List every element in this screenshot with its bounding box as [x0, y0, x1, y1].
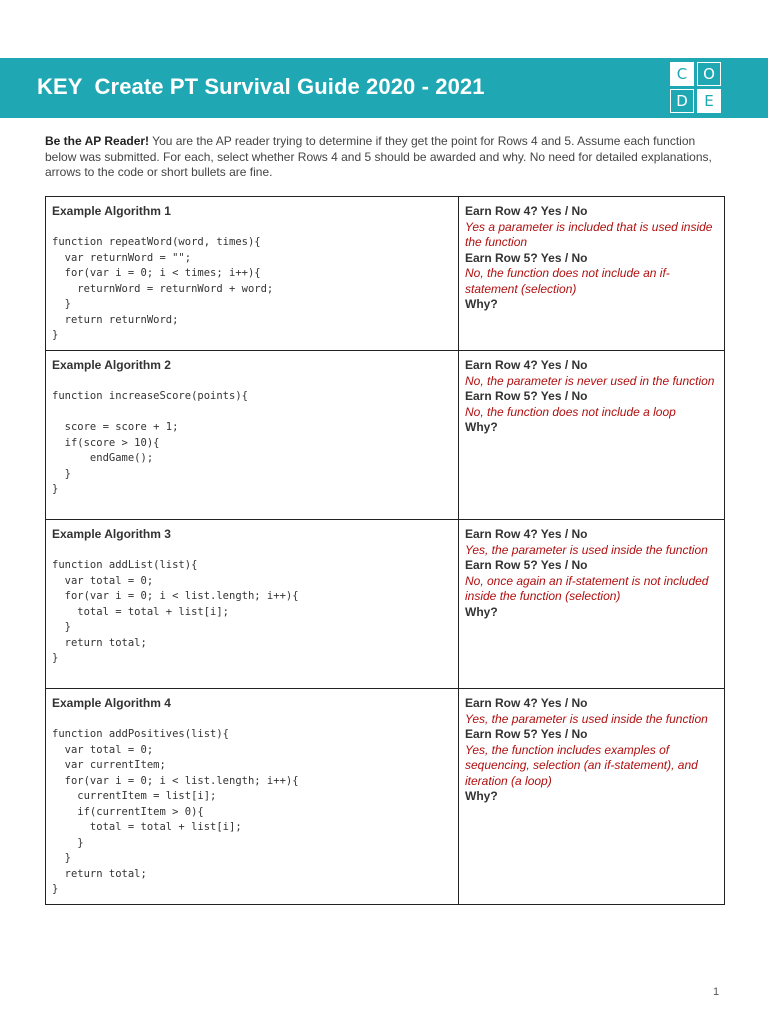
row4-answer: Yes, the parameter is used inside the function [465, 542, 708, 557]
answer-cell [459, 520, 725, 689]
why-label: Why? [465, 604, 498, 619]
row5-answer: No, the function does not include an if-statement (selection) [465, 266, 670, 296]
why-label: Why? [465, 420, 498, 434]
algorithm-code: function addPositives(list){ var total = 0; var currentItem; for(var i = 0; i < list.length; i++){ currentItem = list[i]; if(currentItem > 0){ total = total + list[i]; } } return total; } [52, 728, 299, 895]
document-title: KEY Create PT Survival Guide 2020 - 2021 [37, 74, 485, 99]
why-label: Why? [465, 789, 498, 803]
logo-letter-d: D [670, 89, 694, 113]
algorithm-title: Example Algorithm 4 [52, 696, 171, 710]
intro-text: You are the AP reader trying to determine if they get the point for Rows 4 and 5. Assume each function below was submitted. For each, select whether Rows 4 and 5 should be awarded and why. No need for detailed explanations, arrows to the code or short bullets are fine. [45, 134, 712, 179]
answer-cell [459, 351, 725, 520]
row5-question: Earn Row 5? Yes / No [465, 558, 588, 572]
row5-question: Earn Row 5? Yes / No [465, 250, 588, 265]
algorithm-code: function addList(list){ var total = 0; for(var i = 0; i < list.length; i++){ total = total + list[i]; } return total; } [52, 559, 299, 664]
algorithm-title: Example Algorithm 2 [52, 358, 171, 372]
algorithm-title: Example Algorithm 1 [52, 204, 171, 218]
row4-answer: Yes a parameter is included that is used inside the function [465, 219, 713, 249]
code-org-logo [670, 62, 722, 114]
row5-question: Earn Row 5? Yes / No [465, 727, 588, 741]
row5-answer: Yes, the function includes examples of sequencing, selection (an if-statement), and iteration (a loop) [465, 742, 698, 788]
row5-answer: No, once again an if-statement is not included inside the function (selection) [465, 573, 709, 603]
logo-letter-e: E [697, 89, 721, 113]
algorithm-cell [46, 520, 459, 689]
algorithm-cell [46, 689, 459, 905]
logo-letter-o: O [697, 62, 721, 86]
row5-answer: No, the function does not include a loop [465, 404, 676, 419]
algorithm-cell [46, 197, 459, 351]
table-row [46, 520, 725, 689]
intro-paragraph [45, 134, 725, 181]
table-row [46, 197, 725, 351]
row4-answer: Yes, the parameter is used inside the function [465, 711, 708, 726]
logo-letter-c: C [670, 62, 694, 86]
answer-cell [459, 197, 725, 351]
header-band [0, 58, 768, 118]
row4-question: Earn Row 4? Yes / No [465, 527, 588, 541]
row4-question: Earn Row 4? Yes / No [465, 204, 588, 218]
table-row [46, 351, 725, 520]
algorithm-table [45, 196, 725, 905]
intro-lead: Be the AP Reader! [45, 134, 150, 148]
row5-question: Earn Row 5? Yes / No [465, 389, 588, 403]
algorithm-cell [46, 351, 459, 520]
row4-answer: No, the parameter is never used in the function [465, 373, 715, 388]
why-label: Why? [465, 297, 498, 311]
row4-question: Earn Row 4? Yes / No [465, 696, 588, 710]
algorithm-title: Example Algorithm 3 [52, 527, 171, 541]
page-number: 1 [713, 986, 720, 998]
answer-cell [459, 689, 725, 905]
row4-question: Earn Row 4? Yes / No [465, 358, 588, 372]
table-row [46, 689, 725, 905]
algorithm-code: function increaseScore(points){ score = score + 1; if(score > 10){ endGame(); } } [52, 390, 248, 495]
algorithm-code: function repeatWord(word, times){ var returnWord = ""; for(var i = 0; i < times; i++){ returnWord = returnWord + word; } return returnWord; } [52, 236, 274, 341]
